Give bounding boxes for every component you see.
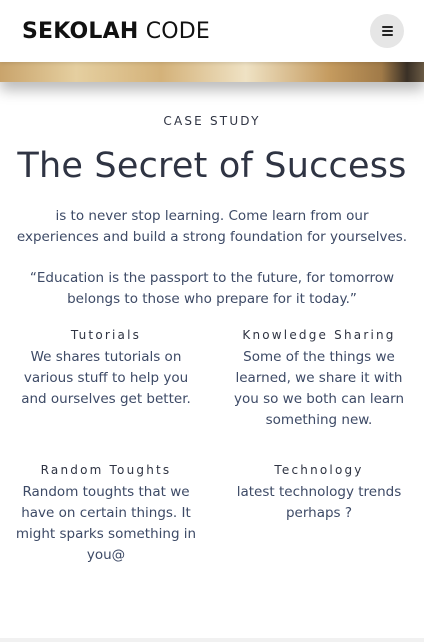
feature-text: Random toughts that we have on certain things. It might sparks something in you@ bbox=[15, 484, 197, 563]
bars-icon bbox=[382, 26, 393, 36]
section-lead: is to never stop learning. Come learn from our experiences and build a strong foundation for yourselves. bbox=[16, 208, 408, 245]
feature-knowledge-sharing bbox=[228, 327, 410, 431]
feature-tutorials bbox=[14, 327, 198, 410]
menu-toggle-button[interactable] bbox=[370, 14, 404, 48]
feature-title: Tutorials bbox=[70, 328, 142, 342]
feature-title: Knowledge Sharing bbox=[242, 328, 396, 342]
feature-title: Random Toughts bbox=[40, 463, 172, 477]
feature-text: Some of the things we learned, we share it with you so we both can learn something new. bbox=[233, 349, 405, 428]
section-kicker: CASE STUDY bbox=[163, 114, 261, 128]
feature-technology bbox=[228, 462, 410, 524]
section-quote: “Education is the passport to the future, for tomorrow belongs to those who prepare for it today.” bbox=[29, 270, 395, 307]
hero-image-strip bbox=[0, 62, 424, 82]
feature-title: Technology bbox=[274, 463, 364, 477]
navbar bbox=[0, 0, 424, 62]
feature-text: latest technology trends perhaps ? bbox=[236, 484, 402, 521]
feature-text: We shares tutorials on various stuff to help you and ourselves get better. bbox=[21, 349, 191, 407]
feature-random-toughts bbox=[14, 462, 198, 566]
section-title: The Secret of Success bbox=[17, 146, 407, 186]
section-divider bbox=[0, 638, 424, 642]
brand-logo[interactable] bbox=[22, 19, 210, 44]
brand-light: CODE bbox=[145, 18, 211, 44]
brand-bold: SEKOLAH bbox=[22, 18, 139, 44]
